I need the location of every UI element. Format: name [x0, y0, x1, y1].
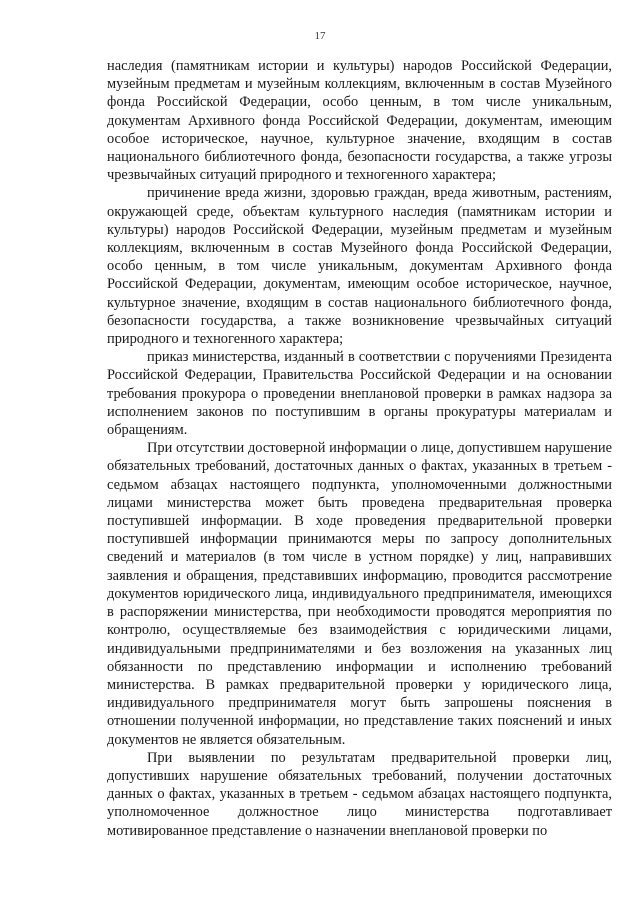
document-body	[107, 57, 612, 840]
paragraph-continuation: наследия (памятникам истории и культуры) народов Российской Федерации, музейным предметам и музейным коллекциям, включенным в состав Музейного фонда Российской Федерации, особо ценным, в том числе уникальным, документам Архивного фонда Российской Федерации, документам, имеющим особое историческое, научное, культурное значение, входящим в состав национального библиотечного фонда, безопасности государства, а также угрозы чрезвычайных ситуаций природного и техногенного характера;	[107, 58, 612, 184]
paragraph: причинение вреда жизни, здоровью граждан, вреда животным, растениям, окружающей среде, объектам культурного наследия (памятникам истории и культуры) народов Российской Федерации, музейным предметам и музейным коллекциям, включенным в состав Музейного фонда Российской Федерации, особо ценным, в том числе уникальным, документам Архивного фонда Российской Федерации, документам, имеющим особое историческое, научное, культурное значение, входящим в состав национального библиотечного фонда, безопасности государства, а также возникновение чрезвычайных ситуаций природного и техногенного характера;	[107, 185, 612, 348]
paragraph: приказ министерства, изданный в соответствии с поручениями Президента Российской Федерации, Правительства Российской Федерации и на основании требования прокурора о проведении внеплановой проверки в рамках надзора за исполнением законов по поступившим в органы прокуратуры материалам и обращениям.	[107, 349, 612, 439]
page-number: 17	[314, 30, 326, 42]
paragraph: При выявлении по результатам предварительной проверки лиц, допустивших нарушение обязательных требований, получении достаточных данных о фактах, указанных в третьем - седьмом абзацах настоящего подпункта, уполномоченное должностное лицо министерства подготавливает мотивированное представление о назначении внеплановой проверки по	[107, 749, 612, 839]
paragraph: При отсутствии достоверной информации о лице, допустившем нарушение обязательных требований, достаточных данных о фактах, указанных в третьем - седьмом абзацах настоящего подпункта, уполномоченными должностными лицами министерства может быть проведена предварительная проверка поступившей информации. В ходе проведения предварительной проверки поступившей информации принимаются меры по запросу дополнительных сведений и материалов (в том числе в устном порядке) у лиц, направивших заявления и обращения, представивших информацию, проводится рассмотрение документов юридического лица, индивидуального предпринимателя, имеющихся в распоряжении министерства, при необходимости проводятся мероприятия по контролю, осуществляемые без взаимодействия с юридическими лицами, индивидуальными предпринимателями и без возложения на указанных лиц обязанности по представлению информации и исполнению требований министерства. В рамках предварительной проверки у юридического лица, индивидуального предпринимателя могут быть запрошены пояснения в отношении полученной информации, но представление таких пояснений и иных документов не является обязательным.	[107, 440, 612, 748]
